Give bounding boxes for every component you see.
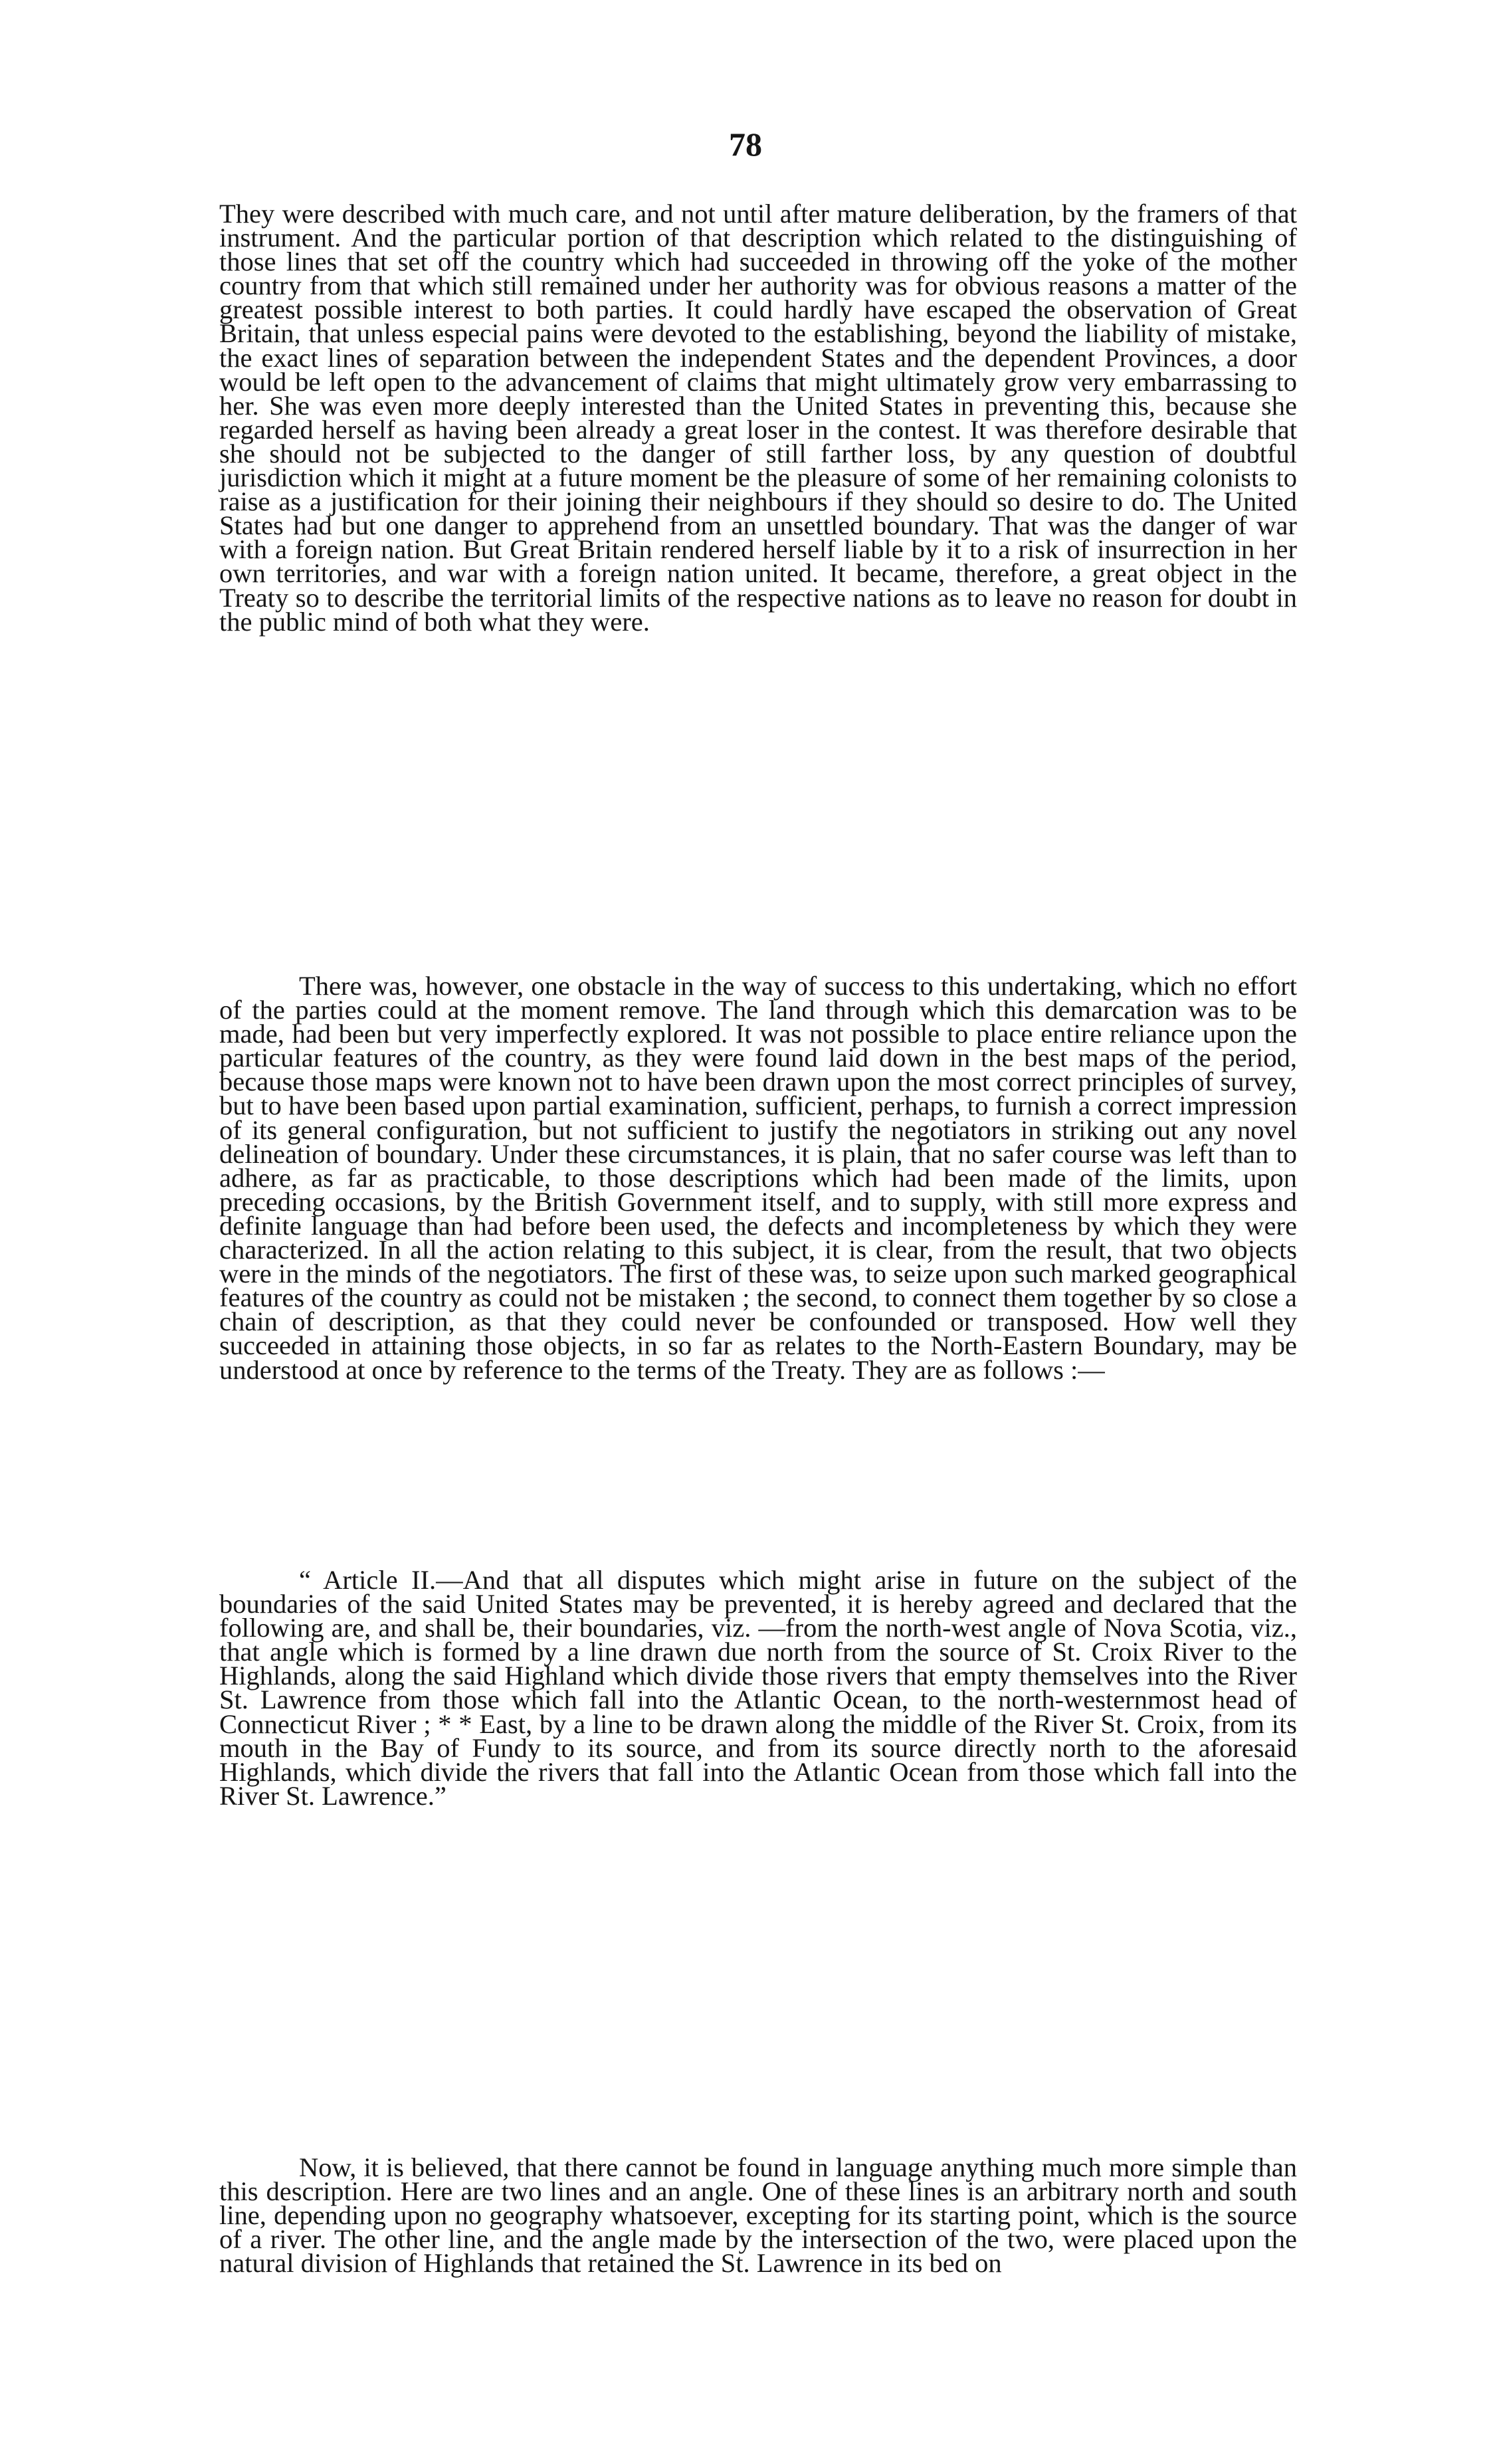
treaty-quotation bbox=[219, 1565, 1297, 1811]
paragraph-3-text: Now, it is believed, that there cannot be found in language anything much more simple than this description. Here are two lines and an angle. One of these lines is an arbitrary north and south line, depending upon no geography whatsoever, excepting for its starting point, which is the source of a river. The other line, and the angle made by the intersection of the two, were placed upon the natural division of Highlands that retained the St. Lawrence in its bed on bbox=[219, 2152, 1297, 2279]
paragraph-3 bbox=[219, 2152, 1297, 2279]
page-number: 78 bbox=[729, 126, 762, 163]
paragraph-1-text: They were described with much care, and not until after mature deliberation, by the framers of that instrument. And the particular portion of that description which related to the distinguishing of those lines that set off the country which had succeeded in throwing off the yoke of the mother country from that which still remained under her authority was for obvious reasons a matter of the greatest possible interest to both parties. It could hardly have escaped the observation of Great Britain, that unless especial pains were devoted to the establishing, beyond the liability of mistake, the exact lines of separation between the independent States and the dependent Provinces, a door would be left open to the advancement of claims that might ultimately grow very embarrassing to her. She was even more deeply interested than the United States in preventing this, because she regarded herself as having been already a great loser in the contest. It was therefore desirable that she should not be subjected to the danger of still farther loss, by any question of doubtful jurisdiction which it might at a future moment be the pleasure of some of her remaining colonists to raise as a justification for their joining their neighbours if they should so desire to do. The United States had but one danger to apprehend from an unsettled boundary. That was the danger of war with a foreign nation. But Great Britain rendered herself liable by it to a risk of insurrection in her own territories, and war with a foreign nation united. It became, therefore, a great object in the Treaty so to describe the territorial limits of the respective nations as to leave no reason for doubt in the public mind of both what they were. bbox=[219, 199, 1297, 637]
paragraph-2 bbox=[219, 971, 1297, 1385]
treaty-quotation-text: “ Article II.—And that all disputes which might arise in future on the subject of the boundaries of the said United States may be prevented, it is hereby agreed and declared that the following are, and shall be, their boundaries, viz. —from the north-west angle of Nova Scotia, viz., that angle which is formed by a line drawn due north from the source of St. Croix River to the Highlands, along the said Highland which divide those rivers that empty themselves into the River St. Lawrence from those which fall into the Atlantic Ocean, to the north-westernmost head of Connecticut River ; * * East, by a line to be drawn along the middle of the River St. Croix, from its mouth in the Bay of Fundy to its source, and from its source directly north to the aforesaid Highlands, which divide the rivers that fall into the Atlantic Ocean from those which fall into the River St. Lawrence.” bbox=[219, 1565, 1297, 1811]
paragraph-1 bbox=[219, 199, 1297, 637]
paragraph-2-text: There was, however, one obstacle in the way of success to this undertaking, which no effort of the parties could at the moment remove. The land through which this demarcation was to be made, had been but very imperfectly explored. It was not possible to place entire reliance upon the particular features of the country, as they were found laid down in the best maps of the period, because those maps were known not to have been drawn upon the most correct principles of survey, but to have been based upon partial examination, sufficient, perhaps, to furnish a correct impression of its general configuration, but not sufficient to justify the negotiators in striking out any novel delineation of boundary. Under these circumstances, it is plain, that no safer course was left than to adhere, as far as practicable, to those descriptions which had been made of the limits, upon preceding occasions, by the British Government itself, and to supply, with still more express and definite language than had before been used, the defects and incompleteness by which they were characterized. In all the action relating to this subject, it is clear, from the result, that two objects were in the minds of the negotiators. The first of these was, to seize upon such marked geographical features of the country as could not be mistaken ; the second, to connect them together by so close a chain of description, as that they could never be confounded or transposed. How well they succeeded in attaining those objects, in so far as relates to the North-Eastern Boundary, may be understood at once by reference to the terms of the Treaty. They are as follows :— bbox=[219, 971, 1297, 1385]
